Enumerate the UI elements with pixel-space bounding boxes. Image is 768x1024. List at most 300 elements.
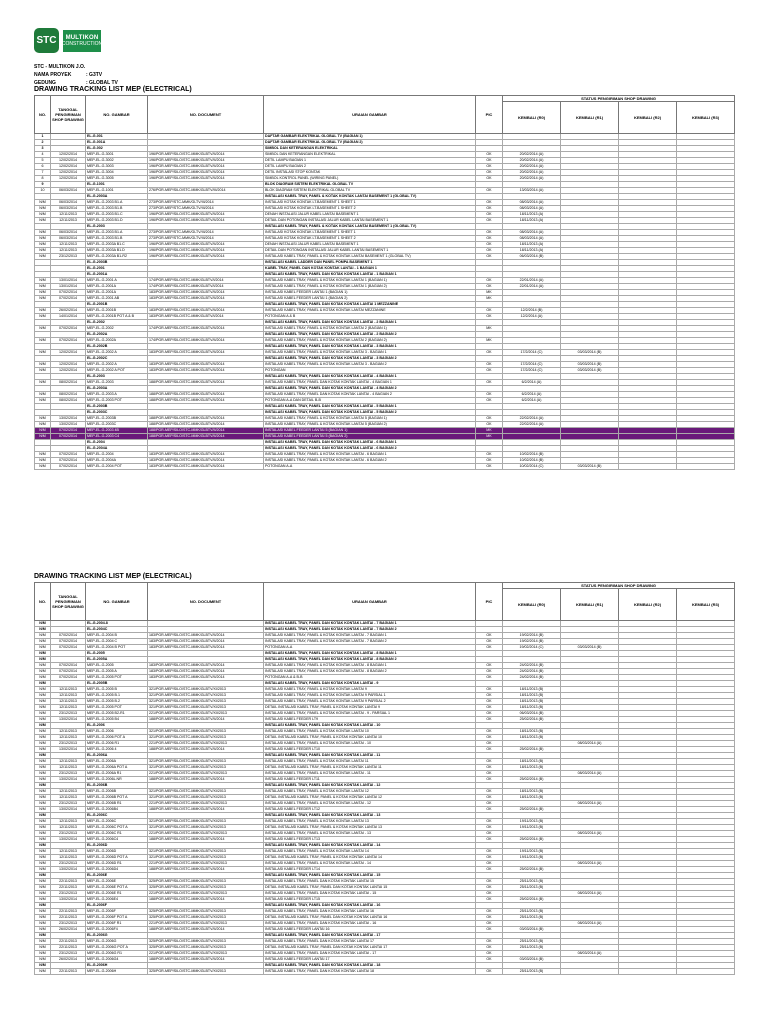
cell-pic: OK <box>476 368 503 374</box>
cell-drawing-number: EL-G-2003 <box>86 224 148 230</box>
cell-row-number: N/M <box>35 765 51 771</box>
cell-drawing-number: EL-G-2002C <box>86 356 148 362</box>
cell-description: DETAIL INSTALASI KABEL TRAY, PANEL DAN KOTAK KONTAK LANTAI 17 <box>264 945 476 951</box>
cell-sent-date: 12/02/2014 <box>51 158 86 164</box>
cell-description: INSTALASI KABEL LADDER DAN PANEL POMPA BASEMENT 1 <box>264 260 476 266</box>
cell-document-number: 321/PGR-MEP/SILO/STC-MMK/GLBTV/XI/2013 <box>148 705 264 711</box>
cell-row-number: N/M <box>35 711 51 717</box>
cell-drawing-number: EL-G-2003A <box>86 194 148 200</box>
cell-description: INSTALASI KABEL TRAY, PANEL DAN KOTAK KONTAK LANTAI - 1 BAGIAN 1 <box>264 272 476 278</box>
cell-drawing-number: MEP-EL-G-2005 B2-R1 <box>86 711 148 717</box>
cell-row-number: N/M <box>35 633 51 639</box>
cell-drawing-number: EL-G-2006 <box>86 723 148 729</box>
col-date: TANGGAL PENGIRIMAN SHOP DRAWING <box>51 96 86 134</box>
cell-description: DETAIL INSTALASI KABEL TRAY, PANEL & KOTAK KONTAK LANTAI 13 <box>264 825 476 831</box>
cell-sent-date: 22/11/2013 <box>51 885 86 891</box>
cell-document-number: 325/PGR-MEP/SILO/STC-MMK/GLBTV/XI/2013 <box>148 915 264 921</box>
cell-pic: OK <box>476 741 503 747</box>
cell-sent-date: 12/11/2013 <box>51 693 86 699</box>
cell-sent-date: 23/12/2013 <box>51 801 86 807</box>
cell-pic: OK <box>476 633 503 639</box>
cell-row-number: N/M <box>35 338 51 344</box>
cell-document-number: 221/PGR-MEP/SILO/STC-MMK/GLBTV/XII/2013 <box>148 831 264 837</box>
cell-document-number: 221/PGR-MEP/SILO/STC-MMK/GLBTV/XII/2013 <box>148 891 264 897</box>
cell-pic: OK <box>476 687 503 693</box>
cell-drawing-number: MEP-EL-G-2006B <box>86 789 148 795</box>
col-kembali-r1: KEMBALI (R1) <box>561 589 619 621</box>
cell-row-number: N/M <box>35 681 51 687</box>
cell-pic: OK <box>476 452 503 458</box>
cell-document-number: 273/PGR-MEP/STC-MMK/GLTV/III/2014 <box>148 236 264 242</box>
cell-sent-date: 13/02/2014 <box>51 717 86 723</box>
cell-drawing-number: MEP-EL-G-2006A R1 <box>86 771 148 777</box>
cell-sent-date: 07/02/2014 <box>51 338 86 344</box>
cell-drawing-number: MEP-EL-G-2004 POT <box>86 464 148 470</box>
cell-pic: OK <box>476 699 503 705</box>
cell-drawing-number: EL-G-001A <box>86 140 148 146</box>
cell-description: INSTALASI KABEL TRAY, PANEL DAN KOTAK KONTAK LANTAI - 13 <box>264 813 476 819</box>
cell-drawing-number: MEP-EL-G-2006E <box>86 879 148 885</box>
cell-document-number: 188/PGR-MEP/SILO/STC-MMK/GLBTV/II/2014 <box>148 777 264 783</box>
cell-pic: MK <box>476 290 503 296</box>
cell-drawing-number: EL-G-2005A <box>86 657 148 663</box>
tracking-table-1 <box>34 95 735 470</box>
cell-drawing-number: EL-G-2003A <box>86 386 148 392</box>
cell-drawing-number: MEP-EL-G-2006C <box>86 819 148 825</box>
cell-description: DETAIL INSTALASI KABEL TRAY, PANEL & KOTAK KONTAK LANTAI 9 <box>264 705 476 711</box>
cell-kembali-r0: 25/11/2013 (B) <box>503 939 561 945</box>
cell-sent-date: 22/11/2013 <box>51 969 86 975</box>
col-pic: PIC <box>476 96 503 134</box>
cell-pic: OK <box>476 152 503 158</box>
cell-pic: OK <box>476 879 503 885</box>
cell-row-number: N/M <box>35 807 51 813</box>
cell-kembali-r0: 12/2/2014 (A) <box>503 314 561 320</box>
cell-description: INSTALASI KABEL TRAY, PANEL DAN KOTAK KONTAK LANTAI - 15 <box>264 891 476 897</box>
cell-description: INSTALASI KABEL TRAY, PANEL DAN KOTAK KONTAK LANTAI 15 <box>264 879 476 885</box>
cell-document-number: 221/PGR-MEP/SILO/STC-MMK/GLBTV/XII/2013 <box>148 771 264 777</box>
cell-drawing-number: MEP-EL-G-2006D4 <box>86 867 148 873</box>
cell-kembali-r0: 20/02/2014 (A) <box>503 164 561 170</box>
cell-kembali-r1: 08/03/2014 (A) <box>561 771 619 777</box>
cell-description: INSTALASI KABEL TRAY, PANEL & KOTAK KONTAK LANTAI BASEMENT 1 (GLOBAL TV) <box>264 194 476 200</box>
cell-description: INSTALASI KOTAK KONTAK LT.BASEMENT 1 SHEET 1 <box>264 230 476 236</box>
cell-row-number: N/M <box>35 753 51 759</box>
cell-description: INSTALASI KABEL TRAY, PANEL DAN KOTAK KONTAK LANTAI - 4 BAGIAN 1 <box>264 374 476 380</box>
cell-row-number: N/M <box>35 969 51 975</box>
cell-document-number: 273/PGR-MEP/STC-MMK/GLTV/III/2014 <box>148 230 264 236</box>
cell-kembali-r1: 08/03/2014 (A) <box>561 741 619 747</box>
cell-pic: OK <box>476 464 503 470</box>
cell-row-number: 3 <box>35 146 51 152</box>
cell-drawing-number: MEP-EL-G-2003 <box>86 380 148 386</box>
cell-row-number: N/M <box>35 627 51 633</box>
cell-sent-date: 23/12/2013 <box>51 951 86 957</box>
cell-kembali-r0: 03/03/2014 (B) <box>503 957 561 963</box>
cell-description: DETAIL INSTALASI KABEL TRAY, PANEL & KOTAK KONTAK LANTAI 10 <box>264 735 476 741</box>
cell-description: KABEL TRAY, PANEL DAN KOTAK KONTAK LANTAI - 1 BAGIAN 1 <box>264 266 476 272</box>
cell-kembali-r0: 22/01/2014 (A) <box>503 278 561 284</box>
cell-description: POTONGAN <box>264 368 476 374</box>
cell-sent-date: 12/11/2013 <box>51 855 86 861</box>
cell-pic: OK <box>476 278 503 284</box>
cell-sent-date: 06/03/2014 <box>51 206 86 212</box>
cell-description: DETAIL INSTALASI KABEL TRAY, PANEL DAN KOTAK KONTAK LANTAI 15 <box>264 885 476 891</box>
cell-document-number: 183/PGR-MEP/SILO/STC-MMK/GLBTV/II/2014 <box>148 452 264 458</box>
cell-pic: OK <box>476 921 503 927</box>
cell-document-number: 188/PGR-MEP/SILO/STC-MMK/GLBTV/II/2014 <box>148 927 264 933</box>
cell-row-number: N/M <box>35 783 51 789</box>
cell-description: INSTALASI KABEL TRAY, PANEL & KOTAK KONTAK LANTAI 1 (BAGIAN 1) <box>264 278 476 284</box>
cell-drawing-number: MEP-EL-G-2003 C4 <box>86 434 148 440</box>
cell-drawing-number: MEP-EL-G-3003 <box>86 164 148 170</box>
cell-pic: OK <box>476 212 503 218</box>
cell-document-number: 183/PGR-MEP/SILO/STC-MMK/GLBTV/II/2014 <box>148 296 264 302</box>
cell-row-number: N/M <box>35 621 51 627</box>
cell-description: INSTALASI KABEL TRAY, PANEL DAN KOTAK KONTAK LANTAI - 3 BAGIAN 1 <box>264 344 476 350</box>
cell-description: INSTALASI KABEL FEEDER LT9 <box>264 717 476 723</box>
cell-description: INSTALASI KABEL TRAY, PANEL DAN KOTAK KONTAK LANTAI - 8 BAGIAN 1 <box>264 651 476 657</box>
cell-drawing-number: MEP-EL-G-2006E R1 <box>86 891 148 897</box>
cell-description: INSTALASI KABEL TRAY, PANEL & KOTAK KONTAK LANTAI - 7 BAGIAN 2 <box>264 639 476 645</box>
cell-description: INSTALASI KABEL TRAY, PANEL & KOTAK KONTAK LANTAI 11 <box>264 759 476 765</box>
cell-drawing-number: EL-G-002 <box>86 146 148 152</box>
cell-document-number: 221/PGR-MEP/SILO/STC-MMK/GLBTV/XII/2013 <box>148 951 264 957</box>
cell-drawing-number: MEP-EL-G-2003A B1.D <box>86 248 148 254</box>
cell-description: INSTALASI KABEL FEEDER LANTAI 16 <box>264 927 476 933</box>
project-label: NAMA PROYEK <box>34 72 72 78</box>
cell-description: INSTALASI KABEL TRAY, PANEL DAN KOTAK KONTAK LANTAI - 17 <box>264 951 476 957</box>
cell-pic: OK <box>476 392 503 398</box>
sheet-title-1: DRAWING TRACKING LIST MEP (ELECTRICAL) <box>34 86 192 93</box>
cell-document-number: 188/PGR-MEP/SILO/STC-MMK/GLBTV/II/2014 <box>148 380 264 386</box>
cell-sent-date: 13/02/2014 <box>51 422 86 428</box>
cell-row-number: N/M <box>35 921 51 927</box>
cell-row-number: 10 <box>35 188 51 194</box>
cell-document-number: 321/PGR-MEP/SILO/STC-MMK/GLBTV/XI/2013 <box>148 699 264 705</box>
cell-sent-date: 07/02/2014 <box>51 452 86 458</box>
cell-sent-date: 12/11/2013 <box>51 819 86 825</box>
cell-kembali-r2 <box>619 969 677 975</box>
cell-kembali-r0: 10/02/2014 (B) <box>503 452 561 458</box>
cell-sent-date: 12/11/2013 <box>51 699 86 705</box>
col-kembali-r1: KEMBALI (R1) <box>561 102 619 134</box>
cell-document-number: 174/PGR-MEP/SILO/STC-MMK/GLBTV/II/2014 <box>148 338 264 344</box>
cell-drawing-number: EL-G-2001 <box>86 266 148 272</box>
cell-row-number: 4 <box>35 152 51 158</box>
cell-document-number: 188/PGR-MEP/SILO/STC-MMK/GLBTV/II/2014 <box>148 897 264 903</box>
cell-pic: OK <box>476 885 503 891</box>
cell-pic: OK <box>476 362 503 368</box>
cell-row-number: N/M <box>35 903 51 909</box>
cell-drawing-number: EL-G-2006A <box>86 753 148 759</box>
cell-sent-date: 12/11/2013 <box>51 242 86 248</box>
cell-description: DAFTAR GAMBAR ELEKTRIKAL GLOBAL TV (BAGIAN 2) <box>264 140 476 146</box>
cell-drawing-number: MEP-EL-G-2003C <box>86 422 148 428</box>
cell-row-number: N/M <box>35 735 51 741</box>
cell-pic: OK <box>476 284 503 290</box>
cell-drawing-number: MEP-EL-G-2003 B1.A <box>86 230 148 236</box>
cell-kembali-r0: 18/11/2013 (B) <box>503 795 561 801</box>
cell-sent-date: 12/11/2013 <box>51 789 86 795</box>
cell-drawing-number: MEP-EL-G-2006 R1 <box>86 741 148 747</box>
cell-sent-date: 23/12/2013 <box>51 831 86 837</box>
cell-row-number: N/M <box>35 855 51 861</box>
cell-kembali-r0: 18/11/2013 (B) <box>503 687 561 693</box>
cell-row-number: N/M <box>35 723 51 729</box>
cell-drawing-number: MEP-EL-G-2002 A <box>86 350 148 356</box>
cell-document-number: 183/PGR-MEP/SILO/STC-MMK/GLBTV/II/2014 <box>148 362 264 368</box>
cell-pic: OK <box>476 927 503 933</box>
cell-row-number: N/M <box>35 368 51 374</box>
cell-description: BLOK DIAGRAM SISTEM ELEKTRIKAL GLOBAL TV <box>264 182 476 188</box>
cell-row-number: N/M <box>35 284 51 290</box>
cell-document-number: 183/PGR-MEP/SILO/STC-MMK/GLBTV/II/2014 <box>148 663 264 669</box>
cell-drawing-number: MEP-EL-G-2006C POT A <box>86 825 148 831</box>
cell-kembali-r0: 25/02/2014 (B) <box>503 747 561 753</box>
cell-description: INSTALASI KABEL TRAY, PANEL DAN KOTAK KONTAK LANTAI - 16 <box>264 903 476 909</box>
cell-pic: OK <box>476 915 503 921</box>
cell-kembali-r3 <box>677 969 735 975</box>
cell-drawing-number: MEP-EL-G-2003 B1.B <box>86 236 148 242</box>
cell-drawing-number: MEP-EL-G-2003 B1.D <box>86 218 148 224</box>
cell-row-number: 7 <box>35 170 51 176</box>
cell-pic: OK <box>476 801 503 807</box>
cell-sent-date: 07/02/2014 <box>51 639 86 645</box>
cell-row-number: N/M <box>35 380 51 386</box>
project-row <box>34 71 118 79</box>
cell-description: INSTALASI KABEL TRAY, PANEL & KOTAK KONTAK LANTAI 1 (BAGIAN 2) <box>264 284 476 290</box>
cell-document-number: 276/PGR-MEP/SILO/STC-MMK/GLBTV/III/2014 <box>148 188 264 194</box>
cell-row-number: N/M <box>35 873 51 879</box>
cell-row-number: N/M <box>35 885 51 891</box>
cell-kembali-r0: 18/11/2013 (B) <box>503 699 561 705</box>
cell-description: INSTALASI KOTAK KONTAK LT.BASEMENT 1 SHEET 2 <box>264 206 476 212</box>
cell-sent-date: 12/02/2014 <box>51 362 86 368</box>
cell-description: INSTALASI KABEL TRAY, PANEL & KOTAK KONTAK LANTAI 13 <box>264 819 476 825</box>
cell-description: INSTALASI KABEL TRAY, PANEL & KOTAK KONTAK LANTAI 9 PARSIAL 2 <box>264 699 476 705</box>
cell-document-number: 196/PGR-MEP/SILO/STC-MMK/GLBTV/II/2014 <box>148 152 264 158</box>
cell-document-number: 321/PGR-MEP/SILO/STC-MMK/GLBTV/XI/2013 <box>148 693 264 699</box>
cell-sent-date: 12/02/2014 <box>51 164 86 170</box>
cell-drawing-number: MEP-EL-G-2002 <box>86 326 148 332</box>
cell-row-number: N/M <box>35 747 51 753</box>
cell-pic: OK <box>476 705 503 711</box>
cell-pic: OK <box>476 248 503 254</box>
cell-row-number: N/M <box>35 464 51 470</box>
cell-drawing-number: MEP-EL-G-2004 B POT <box>86 645 148 651</box>
cell-pic: OK <box>476 398 503 404</box>
cell-kembali-r0: 25/11/2013 (B) <box>503 885 561 891</box>
cell-document-number: 321/PGR-MEP/SILO/STC-MMK/GLBTV/XI/2013 <box>148 819 264 825</box>
cell-drawing-number: MEP-EL-G-2001A <box>86 290 148 296</box>
cell-document-number: 188/PGR-MEP/SILO/STC-MMK/GLBTV/II/2014 <box>148 392 264 398</box>
cell-pic: MK <box>476 434 503 440</box>
cell-pic: OK <box>476 380 503 386</box>
cell-document-number: 188/PGR-MEP/SILO/STC-MMK/GLBTV/II/2014 <box>148 957 264 963</box>
cell-drawing-number: EL-G-2002A <box>86 332 148 338</box>
cell-row-number: N/M <box>35 200 51 206</box>
cell-drawing-number: MEP-EL-G-2005 B.1 <box>86 693 148 699</box>
cell-kembali-r0: 17/2/2014 (C) <box>503 362 561 368</box>
cell-kembali-r0: 12/2/2014 (B) <box>503 308 561 314</box>
cell-drawing-number: EL-G-2005B <box>86 681 148 687</box>
cell-drawing-number: MEP-EL-G-2003 B1.C <box>86 212 148 218</box>
cell-description: SIMBOL DAN KETERANGAN ELEKTRIKAL <box>264 146 476 152</box>
cell-sent-date: 08/02/2014 <box>51 380 86 386</box>
cell-sent-date: 12/11/2013 <box>51 759 86 765</box>
cell-document-number: 196/PGR-MEP/SILO/STC-MMK/GLBTV/II/2014 <box>148 212 264 218</box>
col-kembali-r3: KEMBALI (R3) <box>677 102 735 134</box>
cell-document-number: 183/PGR-MEP/SILO/STC-MMK/GLBTV/II/2014 <box>148 458 264 464</box>
cell-description: INSTALASI KABEL TRAY, PANEL & KOTAK KONTAK LANTAI BASEMENT 1 (GLOBAL TV) <box>264 224 476 230</box>
cell-sent-date: 13/02/2014 <box>51 837 86 843</box>
cell-drawing-number: MEP-EL-G-2001 A <box>86 278 148 284</box>
cell-row-number: N/M <box>35 789 51 795</box>
cell-kembali-r0: 25/11/2013 (B) <box>503 909 561 915</box>
cell-pic: OK <box>476 771 503 777</box>
cell-description: INSTALASI KABEL TRAY, PANEL & KOTAK KONTAK LANTAI - 14 <box>264 861 476 867</box>
cell-pic: OK <box>476 945 503 951</box>
cell-row-number: N/M <box>35 837 51 843</box>
multikon-logo-text: MULTIKON <box>65 34 99 41</box>
cell-kembali-r0: 25/02/2014 (B) <box>503 777 561 783</box>
cell-pic: OK <box>476 314 503 320</box>
cell-drawing-number: EL-G-2004C <box>86 627 148 633</box>
cell-drawing-number: EL-G-2004 <box>86 440 148 446</box>
cell-description: INSTALASI KABEL TRAY, PANEL & KOTAK KONTAK LANTAI - 8 BAGIAN 2 <box>264 669 476 675</box>
cell-sent-date: 26/02/2014 <box>51 927 86 933</box>
multikon-logo <box>63 30 101 52</box>
cell-sent-date: 12/02/2014 <box>51 368 86 374</box>
cell-kembali-r0: 22/02/2014 (A) <box>503 416 561 422</box>
cell-kembali-r1: 03/03/2014 (B) <box>561 464 619 470</box>
cell-pic: OK <box>476 717 503 723</box>
cell-kembali-r0: 6/2/2014 (A) <box>503 398 561 404</box>
cell-description: INSTALASI KABEL TRAY, PANEL & KOTAK KONTAK LANTAI 9 <box>264 687 476 693</box>
cell-description: INSTALASI KABEL TRAY, PANEL DAN KOTAK KONTAK LANTAI 18 <box>264 969 476 975</box>
cell-row-number: N/M <box>35 951 51 957</box>
cell-row-number: N/M <box>35 705 51 711</box>
cell-row-number: N/M <box>35 831 51 837</box>
cell-description: INSTALASI KABEL TRAY, PANEL & KOTAK KONTAK LANTAI MEZZANINE <box>264 308 476 314</box>
col-kembali-r0: KEMBALI (R0) <box>503 102 561 134</box>
cell-document-number: 196/PGR-MEP/SILO/STC-MMK/GLBTV/II/2014 <box>148 158 264 164</box>
cell-document-number: 321/PGR-MEP/SILO/STC-MMK/GLBTV/XI/2013 <box>148 849 264 855</box>
cell-row-number: N/M <box>35 296 51 302</box>
cell-description: DAFTAR GAMBAR ELEKTRIKAL GLOBAL TV (BAGIAN 1) <box>264 134 476 140</box>
cell-description: INSTALASI KABEL TRAY, PANEL DAN KOTAK KONTAK LANTAI 17 <box>264 939 476 945</box>
cell-row-number: N/M <box>35 314 51 320</box>
cell-row-number: N/M <box>35 771 51 777</box>
cell-pic: OK <box>476 795 503 801</box>
cell-kembali-r0: 13/03/2014 (A) <box>503 188 561 194</box>
cell-drawing-number: EL-G-2003B <box>86 404 148 410</box>
cell-kembali-r0: 10/02/2014 (B) <box>503 458 561 464</box>
cell-drawing-number: MEP-EL-G-2006L.NR <box>86 777 148 783</box>
cell-document-number: 221/PGR-MEP/SILO/STC-MMK/GLBTV/XII/2013 <box>148 861 264 867</box>
cell-kembali-r1: 03/03/2014 (B) <box>561 368 619 374</box>
cell-drawing-number: MEP-EL-G-2003A B1.C <box>86 242 148 248</box>
cell-kembali-r0: 24/02/2014 (B) <box>503 669 561 675</box>
cell-sent-date: 22/11/2013 <box>51 945 86 951</box>
cell-row-number: N/M <box>35 891 51 897</box>
cell-description: INSTALASI KABEL TRAY, PANEL & KOTAK KONTAK LANTAI - 6 BAGIAN 2 <box>264 458 476 464</box>
cell-pic: OK <box>476 218 503 224</box>
cell-sent-date: 07/02/2014 <box>51 326 86 332</box>
cell-row-number: N/M <box>35 945 51 951</box>
cell-document-number: 325/PGR-MEP/SILO/STC-MMK/GLBTV/XI/2013 <box>148 939 264 945</box>
cell-sent-date: 22/11/2013 <box>51 939 86 945</box>
cell-row-number: N/M <box>35 879 51 885</box>
cell-pic: OK <box>476 951 503 957</box>
cell-sent-date: 07/02/2014 <box>51 464 86 470</box>
cell-kembali-r0: 25/02/2014 (B) <box>503 837 561 843</box>
cell-row-number: N/M <box>35 897 51 903</box>
col-description: URAIAN GAMBAR <box>264 583 476 621</box>
cell-row-number: N/M <box>35 236 51 242</box>
cell-kembali-r0: 22/02/2014 (A) <box>503 422 561 428</box>
cell-drawing-number: MEP-EL-G-2005 B <box>86 687 148 693</box>
cell-description: INSTALASI KABEL TRAY, PANEL & KOTAK KONTAK LANTAI 14 <box>264 849 476 855</box>
cell-description: POTONGAN A & B <box>264 314 476 320</box>
cell-description: BLOK DIAGRAM SISTEM ELEKTRIKAL GLOBAL TV <box>264 188 476 194</box>
cell-row-number: N/M <box>35 452 51 458</box>
cell-sent-date: 23/12/2013 <box>51 771 86 777</box>
cell-row-number: N/M <box>35 675 51 681</box>
cell-drawing-number: MEP-EL-G-2006B POT A <box>86 795 148 801</box>
cell-row-number: N/M <box>35 663 51 669</box>
cell-drawing-number: EL-G-001 <box>86 134 148 140</box>
cell-drawing-number: MEP-EL-G-2006F4 <box>86 927 148 933</box>
cell-description: INSTALASI KABEL TRAY, PANEL DAN KOTAK KONTAK LANTAI - 5 BAGIAN 1 <box>264 404 476 410</box>
cell-sent-date: 07/02/2014 <box>51 290 86 296</box>
cell-sent-date: 13/01/2014 <box>51 284 86 290</box>
cell-description: DETAIL INSTALASI KABEL TRAY, PANEL DAN KOTAK KONTAK LANTAI 16 <box>264 915 476 921</box>
cell-kembali-r0: 20/02/2014 (A) <box>503 152 561 158</box>
cell-document-number: 183/PGR-MEP/SILO/STC-MMK/GLBTV/II/2014 <box>148 464 264 470</box>
cell-drawing-number: MEP-EL-G-2005 A <box>86 669 148 675</box>
cell-drawing-number: EL-G-2003B <box>86 260 148 266</box>
cell-drawing-number: MEP-EL-G-2006D <box>86 849 148 855</box>
cell-pic: OK <box>476 777 503 783</box>
cell-sent-date: 12/11/2013 <box>51 212 86 218</box>
cell-drawing-number: MEP-EL-G-2004 B <box>86 633 148 639</box>
cell-description: INSTALASI KABEL TRAY, PANEL DAN KOTAK KONTAK LANTAI - 7 BAGIAN 1 <box>264 621 476 627</box>
cell-pic: OK <box>476 170 503 176</box>
cell-drawing-number: MEP-EL-G-2006B4 <box>86 807 148 813</box>
cell-sent-date: 23/12/2013 <box>51 921 86 927</box>
cell-kembali-r0: 18/11/2013 (B) <box>503 729 561 735</box>
cell-sent-date: 12/11/2013 <box>51 735 86 741</box>
cell-kembali-r1: 08/03/2014 (A) <box>561 831 619 837</box>
cell-row-number: N/M <box>35 729 51 735</box>
cell-drawing-number: EL-G-2002 <box>86 320 148 326</box>
cell-description: INSTALASI KABEL TRAY, PANEL & KOTAK KONTAK LANTAI 3 - BAGIAN 1 <box>264 350 476 356</box>
cell-row-number: N/M <box>35 362 51 368</box>
cell-row-number: N/M <box>35 825 51 831</box>
cell-sent-date: 07/02/2014 <box>51 296 86 302</box>
cell-drawing-number: EL-G-2003C <box>86 410 148 416</box>
cell-pic: OK <box>476 416 503 422</box>
cell-pic: OK <box>476 735 503 741</box>
table-row <box>35 969 735 975</box>
cell-document-number: 174/PGR-MEP/SILO/STC-MMK/GLBTV/I/2014 <box>148 284 264 290</box>
cell-drawing-number: MEP-EL-G-2006F R1 <box>86 921 148 927</box>
cell-drawing-number: MEP-EL-G-2001B <box>86 308 148 314</box>
cell-row-number: N/M <box>35 248 51 254</box>
cell-row-number: N/M <box>35 777 51 783</box>
